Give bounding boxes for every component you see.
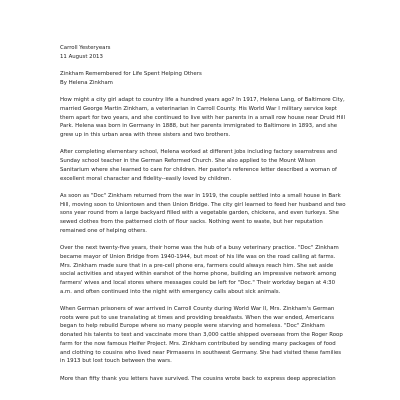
paragraph: More than fifty thank you letters have survived. The cousins wrote back to express deep appreciation xyxy=(60,375,336,382)
byline: By Helena Zinkham xyxy=(60,79,113,86)
article-title: Zinkham Remembered for Life Spent Helping Others xyxy=(60,71,202,78)
publication-date: 11 August 2013 xyxy=(60,53,103,60)
paragraph: After completing elementary school, Helena worked at different jobs including factory seamstress and Sunday school teacher in the German Reformed Church. She also applied to the Mount Wilson Sanitarium where she learned to care for children. Her pastor's reference letter described a woman of excellent moral character and fidelity--easily loved by children. xyxy=(60,149,337,182)
paragraph: Over the next twenty-five years, their home was the hub of a busy veterinary practice. "Doc" Zinkham became mayor of Union Bridge from 1940-1944, but most of his life was on the road calling at farms. Mrs. Zinkham made sure that in a pre-cell phone era, farmers could always reach him. She set aside social activities and stayed within earshot of the home phone, building an impressive network among farmers' wives and local stores where messages could be left for "Doc." Their workday began at 4:30 a.m. and often continued into the night with emergency calls about sick animals. xyxy=(60,245,339,295)
column-name: Carroll Yesteryears xyxy=(60,45,111,51)
paragraph: As soon as "Doc" Zinkham returned from the war in 1919, the couple settled into a small house in Bark Hill, moving soon to Uniontown and then Union Bridge. The city girl learned to feed her husband and two sons year round from a large backyard filled with a vegetable garden, chickens, and even turkeys. She sewed clothes from the patterned cloth of flour sacks. Nothing went to waste, but her reputation remained one of helping others. xyxy=(60,192,346,234)
paragraph: How might a city girl adapt to country life a hundred years ago? In 1917, Helena Lang, of Baltimore City, married George Martin Zinkham, a veterinarian in Carroll County. His World War I military service kept them apart for two years, and she continued to live with her parents in a small row house near Druid Hill Park. Helena was born in Germany in 1888, but her parents immigrated to Baltimore in 1893, and she grew up in this urban area with three sisters and two brothers. xyxy=(60,97,345,138)
document-body xyxy=(60,44,346,392)
paragraph: When German prisoners of war arrived in Carroll County during World War II, Mrs. Zinkham's German roots were put to use translating at times and providing breakfasts. When the war ended, Americans began to help rebuild Europe where so many people were starving and homeless. "Doc" Zinkham donated his talents to test and vaccinate more than 3,000 cattle shipped overseas from the Roger Roop farm for the now famous Heifer Project. Mrs. Zinkham contributed by sending many packages of food and clothing to cousins who lived near Pirmasens in southwest Germany. She had visited these families in 1913 but lost touch between the wars. xyxy=(60,306,343,365)
